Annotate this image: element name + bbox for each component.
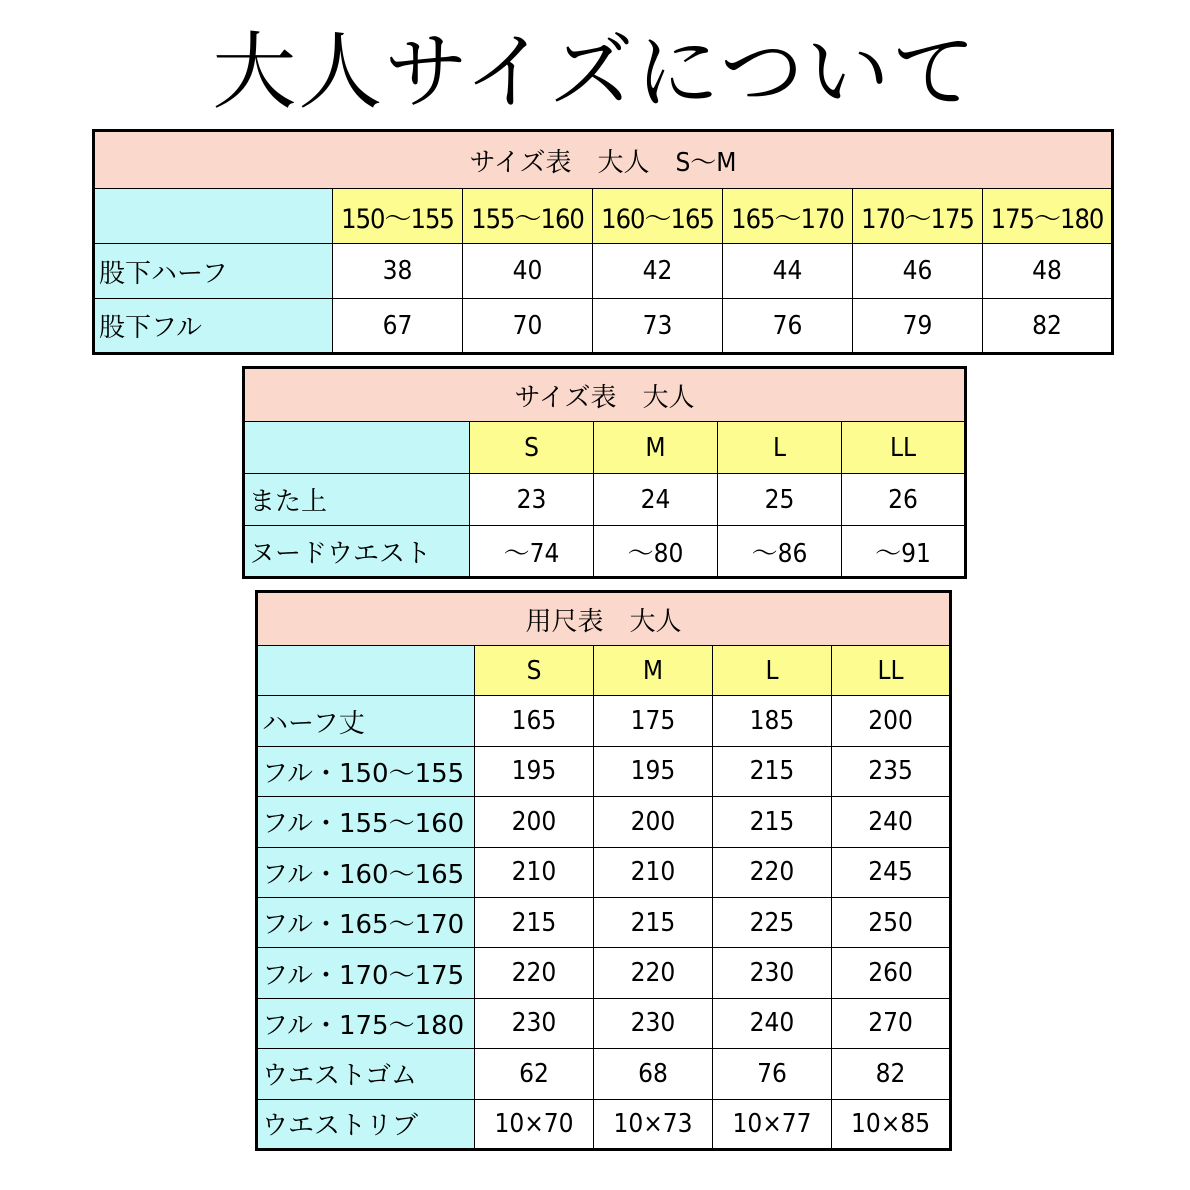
column-header: 175～180 xyxy=(983,189,1113,244)
table-caption: サイズ表 大人 S～M xyxy=(94,131,1113,189)
table-cell: 250 xyxy=(832,897,951,947)
table-cell: 79 xyxy=(853,299,983,354)
corner-cell xyxy=(244,422,470,474)
table-row xyxy=(257,948,951,998)
table-cell: 215 xyxy=(713,746,832,796)
table-cell: 62 xyxy=(475,1049,594,1099)
table-row xyxy=(257,998,951,1048)
table-cell: 215 xyxy=(475,897,594,947)
table-cell: 67 xyxy=(333,299,463,354)
table-cell: 200 xyxy=(594,797,713,847)
row-label: フル・165～170 xyxy=(257,897,475,947)
column-header: 170～175 xyxy=(853,189,983,244)
table-cell: 210 xyxy=(475,847,594,897)
table-cell: ～91 xyxy=(842,526,966,578)
corner-cell xyxy=(257,646,475,696)
column-header: L xyxy=(713,646,832,696)
table-row xyxy=(257,696,951,746)
column-header: 165～170 xyxy=(723,189,853,244)
table-cell: 48 xyxy=(983,244,1113,299)
column-header: 155～160 xyxy=(463,189,593,244)
table-cell: 70 xyxy=(463,299,593,354)
size-table-adult xyxy=(242,366,967,579)
column-header: LL xyxy=(842,422,966,474)
table-cell: 44 xyxy=(723,244,853,299)
table-row xyxy=(94,299,1113,354)
table-cell: 195 xyxy=(594,746,713,796)
row-label: ヌードウエスト xyxy=(244,526,470,578)
table-row xyxy=(257,847,951,897)
table-cell: 26 xyxy=(842,474,966,526)
table-cell: 220 xyxy=(713,847,832,897)
row-label: フル・155～160 xyxy=(257,797,475,847)
table-cell: ～86 xyxy=(718,526,842,578)
row-label: フル・170～175 xyxy=(257,948,475,998)
table-cell: 73 xyxy=(593,299,723,354)
table-cell: 270 xyxy=(832,998,951,1048)
table-cell: 68 xyxy=(594,1049,713,1099)
table-cell: 25 xyxy=(718,474,842,526)
table-cell: 230 xyxy=(713,948,832,998)
table-row xyxy=(244,474,966,526)
table-cell: 42 xyxy=(593,244,723,299)
row-label: 股下ハーフ xyxy=(94,244,333,299)
table-cell: 245 xyxy=(832,847,951,897)
table-cell: 10×77 xyxy=(713,1099,832,1149)
row-label: フル・160～165 xyxy=(257,847,475,897)
table-cell: 10×70 xyxy=(475,1099,594,1149)
table-cell: 200 xyxy=(832,696,951,746)
table-cell: 240 xyxy=(713,998,832,1048)
table-cell: 38 xyxy=(333,244,463,299)
table-cell: 260 xyxy=(832,948,951,998)
table-cell: 200 xyxy=(475,797,594,847)
page-title: 大人サイズについて xyxy=(212,23,978,121)
column-header: 160～165 xyxy=(593,189,723,244)
table-caption: 用尺表 大人 xyxy=(257,592,951,646)
table-cell: 215 xyxy=(594,897,713,947)
table-cell: 175 xyxy=(594,696,713,746)
table-cell: 76 xyxy=(723,299,853,354)
table-cell: 82 xyxy=(832,1049,951,1099)
table-cell: 46 xyxy=(853,244,983,299)
table-cell: 210 xyxy=(594,847,713,897)
table-cell: 195 xyxy=(475,746,594,796)
table-cell: 220 xyxy=(594,948,713,998)
table-cell: 40 xyxy=(463,244,593,299)
table-row xyxy=(244,526,966,578)
row-label: ハーフ丈 xyxy=(257,696,475,746)
corner-cell xyxy=(94,189,333,244)
table-cell: 23 xyxy=(470,474,594,526)
table-cell: 10×85 xyxy=(832,1099,951,1149)
row-label: また上 xyxy=(244,474,470,526)
table-cell: 76 xyxy=(713,1049,832,1099)
table-row xyxy=(94,244,1113,299)
fabric-length-table xyxy=(255,590,952,1151)
table-cell: 220 xyxy=(475,948,594,998)
size-table-s-m xyxy=(92,129,1114,355)
table-cell: 24 xyxy=(594,474,718,526)
table-cell: 215 xyxy=(713,797,832,847)
row-label: フル・175～180 xyxy=(257,998,475,1048)
row-label: ウエストリブ xyxy=(257,1099,475,1149)
table-cell: 230 xyxy=(475,998,594,1048)
table-row xyxy=(257,1049,951,1099)
table-cell: 165 xyxy=(475,696,594,746)
table-row xyxy=(257,897,951,947)
table-cell: 235 xyxy=(832,746,951,796)
row-label: 股下フル xyxy=(94,299,333,354)
table-cell: 82 xyxy=(983,299,1113,354)
table-cell: ～80 xyxy=(594,526,718,578)
column-header: L xyxy=(718,422,842,474)
table-cell: 185 xyxy=(713,696,832,746)
column-header: M xyxy=(594,646,713,696)
column-header: LL xyxy=(832,646,951,696)
table-cell: 240 xyxy=(832,797,951,847)
table-row xyxy=(257,1099,951,1149)
row-label: ウエストゴム xyxy=(257,1049,475,1099)
column-header: S xyxy=(475,646,594,696)
table-row xyxy=(257,797,951,847)
column-header: 150～155 xyxy=(333,189,463,244)
table-cell: 230 xyxy=(594,998,713,1048)
table-row xyxy=(257,746,951,796)
table-caption: サイズ表 大人 xyxy=(244,368,966,422)
table-cell: 225 xyxy=(713,897,832,947)
column-header: M xyxy=(594,422,718,474)
column-header: S xyxy=(470,422,594,474)
table-cell: 10×73 xyxy=(594,1099,713,1149)
row-label: フル・150～155 xyxy=(257,746,475,796)
table-cell: ～74 xyxy=(470,526,594,578)
